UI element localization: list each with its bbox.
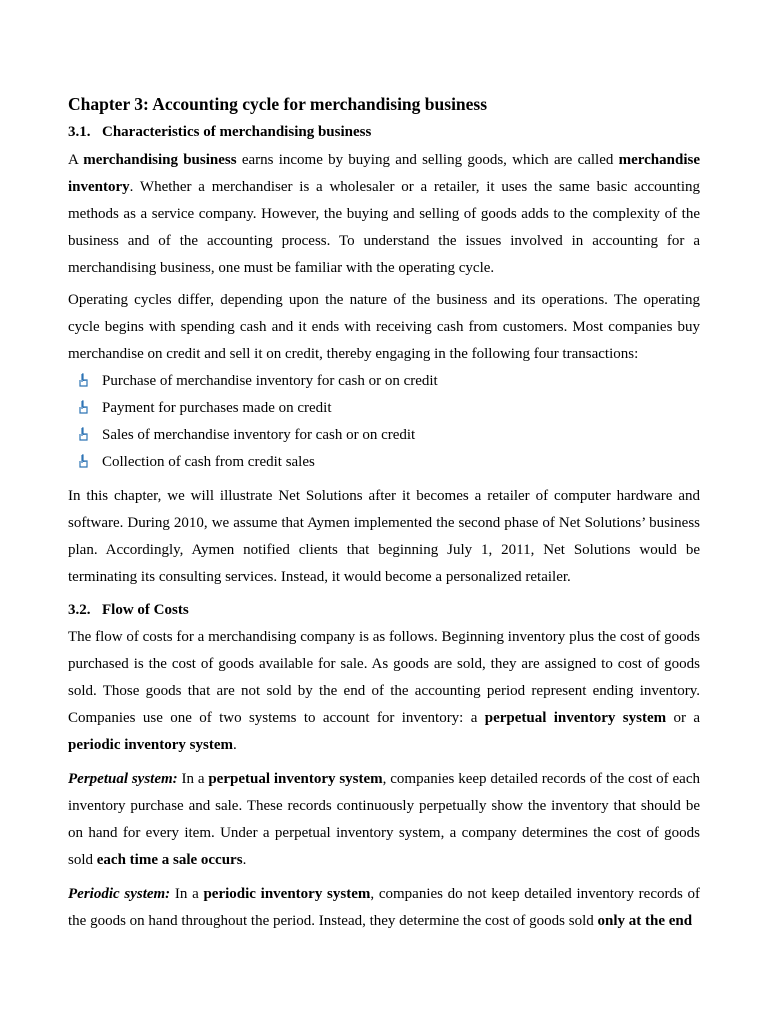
pointing-hand-icon	[78, 427, 89, 442]
bold-term: each time a sale occurs	[96, 852, 243, 868]
text-run: The flow of costs for a merchandising company is as follows. Beginning inventory plus the cost of goods purchased is the cost of goods available for sale. As goods are sold, they are assigned to cost of goods sold. Those goods that are not sold by the end of the accounting period represent ending inventory. Companies use one of two systems to account for inventory: a	[68, 629, 700, 726]
chapter-title: Chapter 3: Accounting cycle for merchandising business	[68, 94, 488, 114]
list-item	[68, 395, 700, 422]
transaction-list	[68, 368, 700, 476]
bold-term: periodic inventory system	[68, 737, 233, 753]
bold-term: periodic inventory system	[203, 886, 371, 902]
list-item-text: Sales of merchandise inventory for cash or on credit	[102, 427, 416, 443]
pointing-hand-icon	[78, 400, 89, 415]
paragraph-perpetual-system	[68, 766, 700, 874]
text-run: .	[232, 737, 237, 753]
pointing-hand-icon	[78, 373, 89, 388]
paragraph-net-solutions: In this chapter, we will illustrate Net Solutions after it becomes a retailer of computer hardware and software. During 2010, we assume that Aymen implemented the second phase of Net Solutions’ business plan. Accordingly, Aymen notified clients that beginning July 1, 2011, Net Solutions would be terminating its consulting services. Instead, it would become a personalized retailer.	[68, 488, 700, 585]
section-heading-3-1	[68, 124, 371, 141]
bold-term: merchandising business	[83, 152, 237, 168]
list-item	[68, 449, 700, 476]
text-run: or a	[666, 710, 700, 726]
paragraph-merchandising-business	[68, 147, 700, 282]
paragraph-periodic-system	[68, 881, 700, 935]
text-run: .	[242, 852, 247, 868]
paragraph-operating-cycle: Operating cycles differ, depending upon the nature of the business and its operations. The operating cycle begins with spending cash and it ends with receiving cash from customers. Most companies buy merchandise on credit and sell it on credit, thereby engaging in the following four transactions:	[68, 292, 700, 362]
list-item-text: Collection of cash from credit sales	[102, 454, 315, 470]
bold-term: perpetual inventory system	[208, 771, 383, 787]
section-heading-3-2	[68, 602, 189, 619]
list-item-text: Payment for purchases made on credit	[102, 400, 332, 416]
text-run: A	[68, 152, 84, 168]
text-run: , companies keep detailed records of the cost of each inventory purchase and sale. These records continuously perpetually show the inventory that should be on hand for every item. Under a perpetual inventory system, a company determines the cost of goods sold	[68, 771, 700, 868]
pointing-hand-icon	[78, 454, 89, 469]
term-label: Periodic system:	[68, 886, 171, 902]
paragraph-flow-of-costs	[68, 624, 700, 759]
term-label: Perpetual system:	[68, 771, 178, 787]
list-item	[68, 422, 700, 449]
text-run: . Whether a merchandiser is a wholesaler or a retailer, it uses the same basic accounting methods as a service company. However, the buying and selling of goods adds to the complexity of the business and of the accounting process. To understand the issues involved in accounting for a merchandising business, one must be familiar with the operating cycle.	[68, 179, 700, 276]
text-run: , companies do not keep detailed inventory records of the goods on hand throughout the period. Instead, they determine the cost of goods sold	[68, 886, 701, 929]
text-run: In a	[177, 771, 209, 787]
text-run: In a	[170, 886, 204, 902]
bold-term: perpetual inventory system	[484, 710, 667, 726]
bold-term: merchandise inventory	[68, 152, 700, 195]
bold-term: only at the end	[597, 913, 693, 929]
list-item	[68, 368, 700, 395]
list-item-text: Purchase of merchandise inventory for cash or on credit	[102, 373, 438, 389]
section-title: Flow of Costs	[102, 602, 189, 618]
section-number: 3.1.	[68, 124, 91, 140]
section-title: Characteristics of merchandising business	[102, 124, 372, 140]
text-run: earns income by buying and selling goods, which are called	[236, 152, 619, 168]
section-number: 3.2.	[68, 602, 91, 618]
